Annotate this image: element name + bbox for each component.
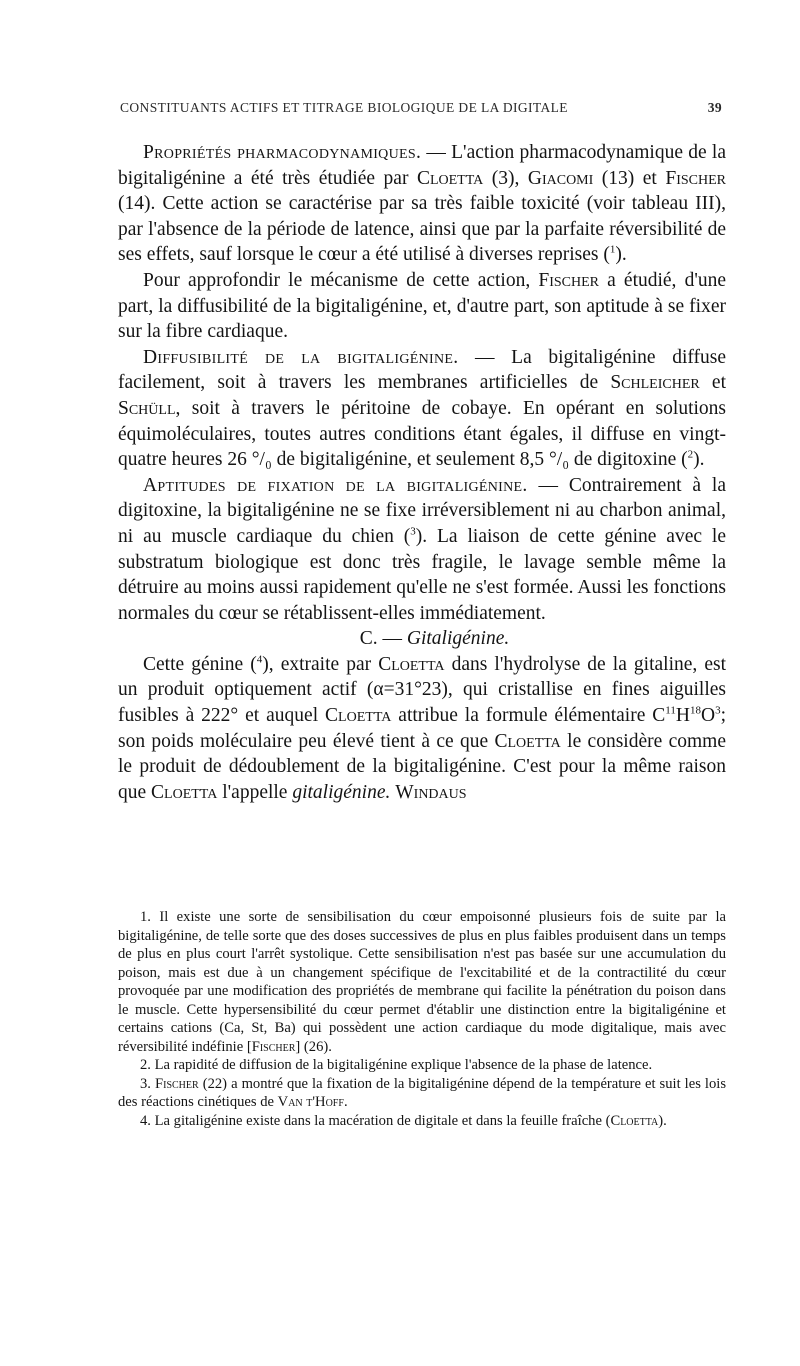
- paragraph-lead: Propriétés pharmacodynamiques.: [143, 142, 422, 163]
- footnote-ref: 1: [609, 243, 616, 256]
- author-name: Fischer: [251, 1038, 296, 1055]
- footnote-number: 4.: [140, 1112, 151, 1129]
- formula-index: 3: [715, 704, 721, 717]
- section-name: Gitaligénine.: [406, 628, 510, 650]
- footnote-1: 1. Il existe une sorte de sensibilisation du cœur empoisonné plusieurs fois de suite par la bigitaligénine, de telle sorte que des doses successives de plus en plus faibles produisent dans un temps de plus en plus court l'arrêt systolique. Cette sensibilisation n'est pas basée sur une accumulation du poison, mais est due à un changement spécifique de l'excitabilité et de la contractilité du cœur provoquée par une modification des propriétés de membrane qui facilite la pénétration du poison dans le muscle. Cette hypersensibilité du cœur permet d'établir une distinction entre la bigitaligénine et certains cations (Ca, St, Ba) qui possèdent une action cardiaque du mode digitalique, mais avec réversibilité indéfinie [Fischer] (26).: [118, 909, 726, 1055]
- author-name: Cloetta: [610, 1112, 659, 1129]
- footnote-number: 2.: [140, 1057, 151, 1073]
- author-name: Cloetta: [494, 730, 561, 752]
- main-text: [118, 140, 726, 805]
- author-name: Schüll: [118, 397, 176, 419]
- footnote-2: 2. La rapidité de diffusion de la bigitaligénine explique l'absence de la phase de latence.: [140, 1057, 653, 1073]
- footnote-number: 1.: [140, 909, 151, 925]
- paragraph-diffusibility: Diffusibilité de la bigitaligénine. — La bigitaligénine diffuse facilement, soit à travers les membranes artificielles de Schleicher et Schüll, soit à travers le péritoine de cobaye. En opérant en solutions équimoléculaires, toutes autres conditions étant égales, il diffuse en vingt-quatre heures 26 °/₀ de bigitaligénine, et seulement 8,5 °/₀ de digitoxine ($^2$).: [118, 346, 726, 471]
- paragraph-lead: Aptitudes de fixation de la bigitaligénine.: [143, 474, 528, 496]
- author-name: Giacomi: [527, 167, 594, 189]
- author-name: Fischer: [155, 1075, 199, 1092]
- author-name: Fischer: [665, 167, 726, 189]
- running-title: CONSTITUANTS ACTIFS ET TITRAGE BIOLOGIQUE DE LA DIGITALE: [120, 100, 568, 115]
- formula-index: 11: [665, 704, 676, 717]
- paragraph-lead: Diffusibilité de la bigitaligénine.: [143, 346, 459, 368]
- footnote-4: 4. La gitaligénine existe dans la macération de digitale et dans la feuille fraîche (Cloetta).: [140, 1112, 667, 1129]
- footnote-ref: 2: [687, 448, 694, 461]
- author-name: Van t'Hoff: [277, 1094, 344, 1110]
- footnotes: [118, 908, 726, 1130]
- paragraph-fixation: Aptitudes de fixation de la bigitaligénine. — Contrairement à la digitoxine, la bigitaligénine ne se fixe irréversiblement ni au charbon animal, ni au muscle cardiaque du chien ($^3$). La liaison de cette génine avec le substratum biologique est donc très fragile, le lavage semble même la détruire au moins aussi rapidement qu'elle ne s'est formée. Aussi les fonctions normales du cœur se rétablissent-elles immédiatement.: [118, 474, 726, 624]
- footnote-ref: 3: [410, 525, 416, 538]
- author-name: Cloetta: [325, 705, 392, 727]
- paragraph-mechanism: Pour approfondir le mécanisme de cette action, Fischer a étudié, d'une part, la diffusibilité de la bigitaligénine, et, d'autre part, son aptitude à se fixer sur la fibre cardiaque.: [118, 269, 726, 343]
- page-number: 39: [707, 100, 722, 115]
- author-name: Windaus: [395, 781, 467, 803]
- footnote-number: 3.: [140, 1075, 151, 1092]
- formula-index: 18: [689, 704, 701, 717]
- author-name: Cloetta: [378, 653, 445, 675]
- paragraph-pharmacodynamic-properties: Propriétés pharmacodynamiques. — L'action pharmacodynamique de la bigitaligénine a été très étudiée par Cloetta (3), Giacomi (13) et Fischer (14). Cette action se caractérise par sa très faible toxicité (voir tableau III), par l'absence de la période de latence, ainsi que par la parfaite réversibilité de ses effets, sauf lorsque le cœur a été utilisé à diverses reprises ($^1$).: [118, 142, 726, 266]
- section-heading: [118, 626, 726, 652]
- author-name: Fischer: [538, 269, 599, 291]
- running-header: [120, 100, 722, 116]
- author-name: Cloetta: [416, 167, 484, 189]
- footnote-3: 3. Fischer (22) a montré que la fixation de la bigitaligénine dépend de la température et suit les lois des réactions cinétiques de Van t'Hoff.: [118, 1075, 726, 1110]
- paragraph-gitaligenine: Cette génine ($^4$), extraite par Cloetta dans l'hydrolyse de la gitaline, est un produit optiquement actif (α=31°23), qui cristallise en fines aiguilles fusibles à 222° et auquel Cloetta attribue la formule élémentaire $C^{11}H^{18}O^3$; son poids moléculaire peu élevé tient à ce que Cloetta le considère comme le produit de dédoublement de la bigitaligénine. C'est pour la même raison que Cloetta l'appelle gitaligénine. Windaus: [118, 653, 727, 803]
- author-name: Cloetta: [151, 781, 218, 803]
- italic-term: gitaligénine.: [292, 781, 391, 803]
- footnote-ref: 4: [256, 653, 263, 666]
- author-name: Schleicher: [610, 372, 700, 394]
- section-letter: C. —: [359, 628, 407, 650]
